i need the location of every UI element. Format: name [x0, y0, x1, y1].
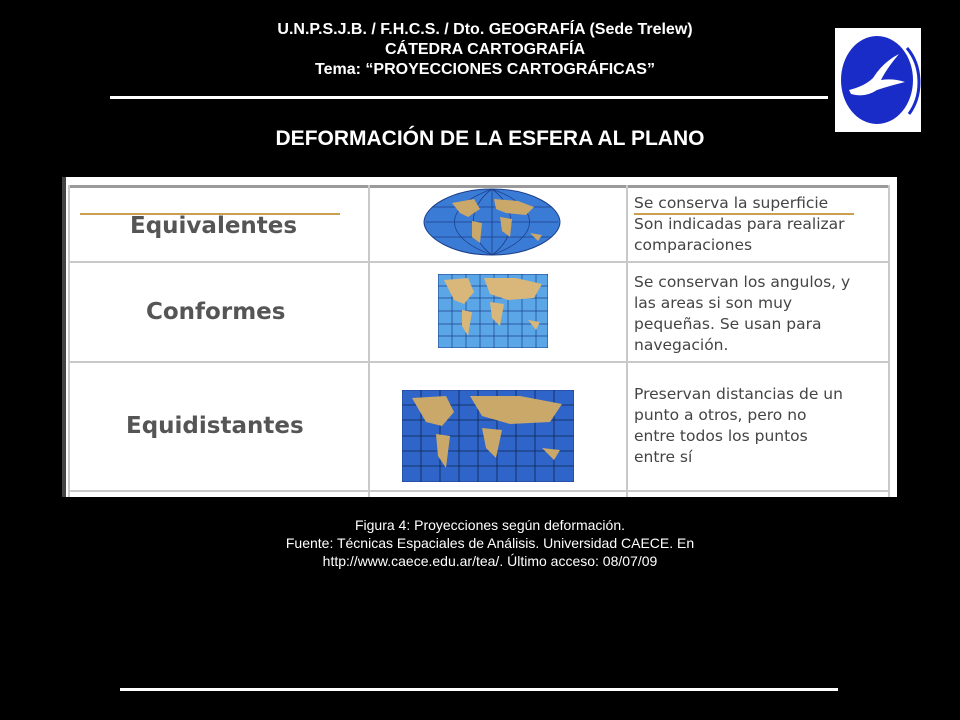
course-header: [150, 20, 820, 80]
university-logo: [835, 28, 921, 132]
row-label-equivalentes: Equivalentes: [130, 213, 298, 239]
row-label-equidistantes: Equidistantes: [126, 413, 304, 439]
equirectangular-world-map-icon: [402, 390, 574, 482]
header-topic: Tema: “PROYECCIONES CARTOGRÁFICAS”: [315, 61, 655, 78]
row-desc-equidistantes: Preservan distancias de un punto a otros, pero no entre todos los puntos entre sí: [634, 385, 843, 466]
caption-source: Fuente: Técnicas Espaciales de Análisis. Universidad CAECE. En: [285, 535, 695, 551]
header-chair: CÁTEDRA CARTOGRAFÍA: [385, 41, 585, 58]
bird-logo-icon: [835, 28, 921, 132]
header-institution: U.N.P.S.J.B. / F.H.C.S. / Dto. GEOGRAFÍA (Sede Trelew): [277, 21, 693, 38]
sinusoidal-world-map-icon: [422, 187, 562, 257]
row-label-conformes: Conformes: [146, 299, 286, 325]
projection-figure: [62, 177, 897, 497]
header-divider: [110, 96, 828, 99]
mercator-world-map-icon: [438, 274, 548, 348]
caption-title: Figura 4: Proyecciones según deformación.: [354, 517, 626, 533]
page-title: DEFORMACIÓN DE LA ESFERA AL PLANO: [275, 127, 705, 150]
figure-caption: [180, 516, 800, 570]
caption-url: http://www.caece.edu.ar/tea/. Último acceso: 08/07/09: [322, 553, 658, 569]
row-desc-equivalentes: Se conserva la superficie Son indicadas para realizar comparaciones: [634, 194, 845, 254]
row-desc-conformes: Se conservan los angulos, y las areas si son muy pequeñas. Se usan para navegación.: [634, 273, 851, 354]
footer-divider: [120, 688, 838, 691]
